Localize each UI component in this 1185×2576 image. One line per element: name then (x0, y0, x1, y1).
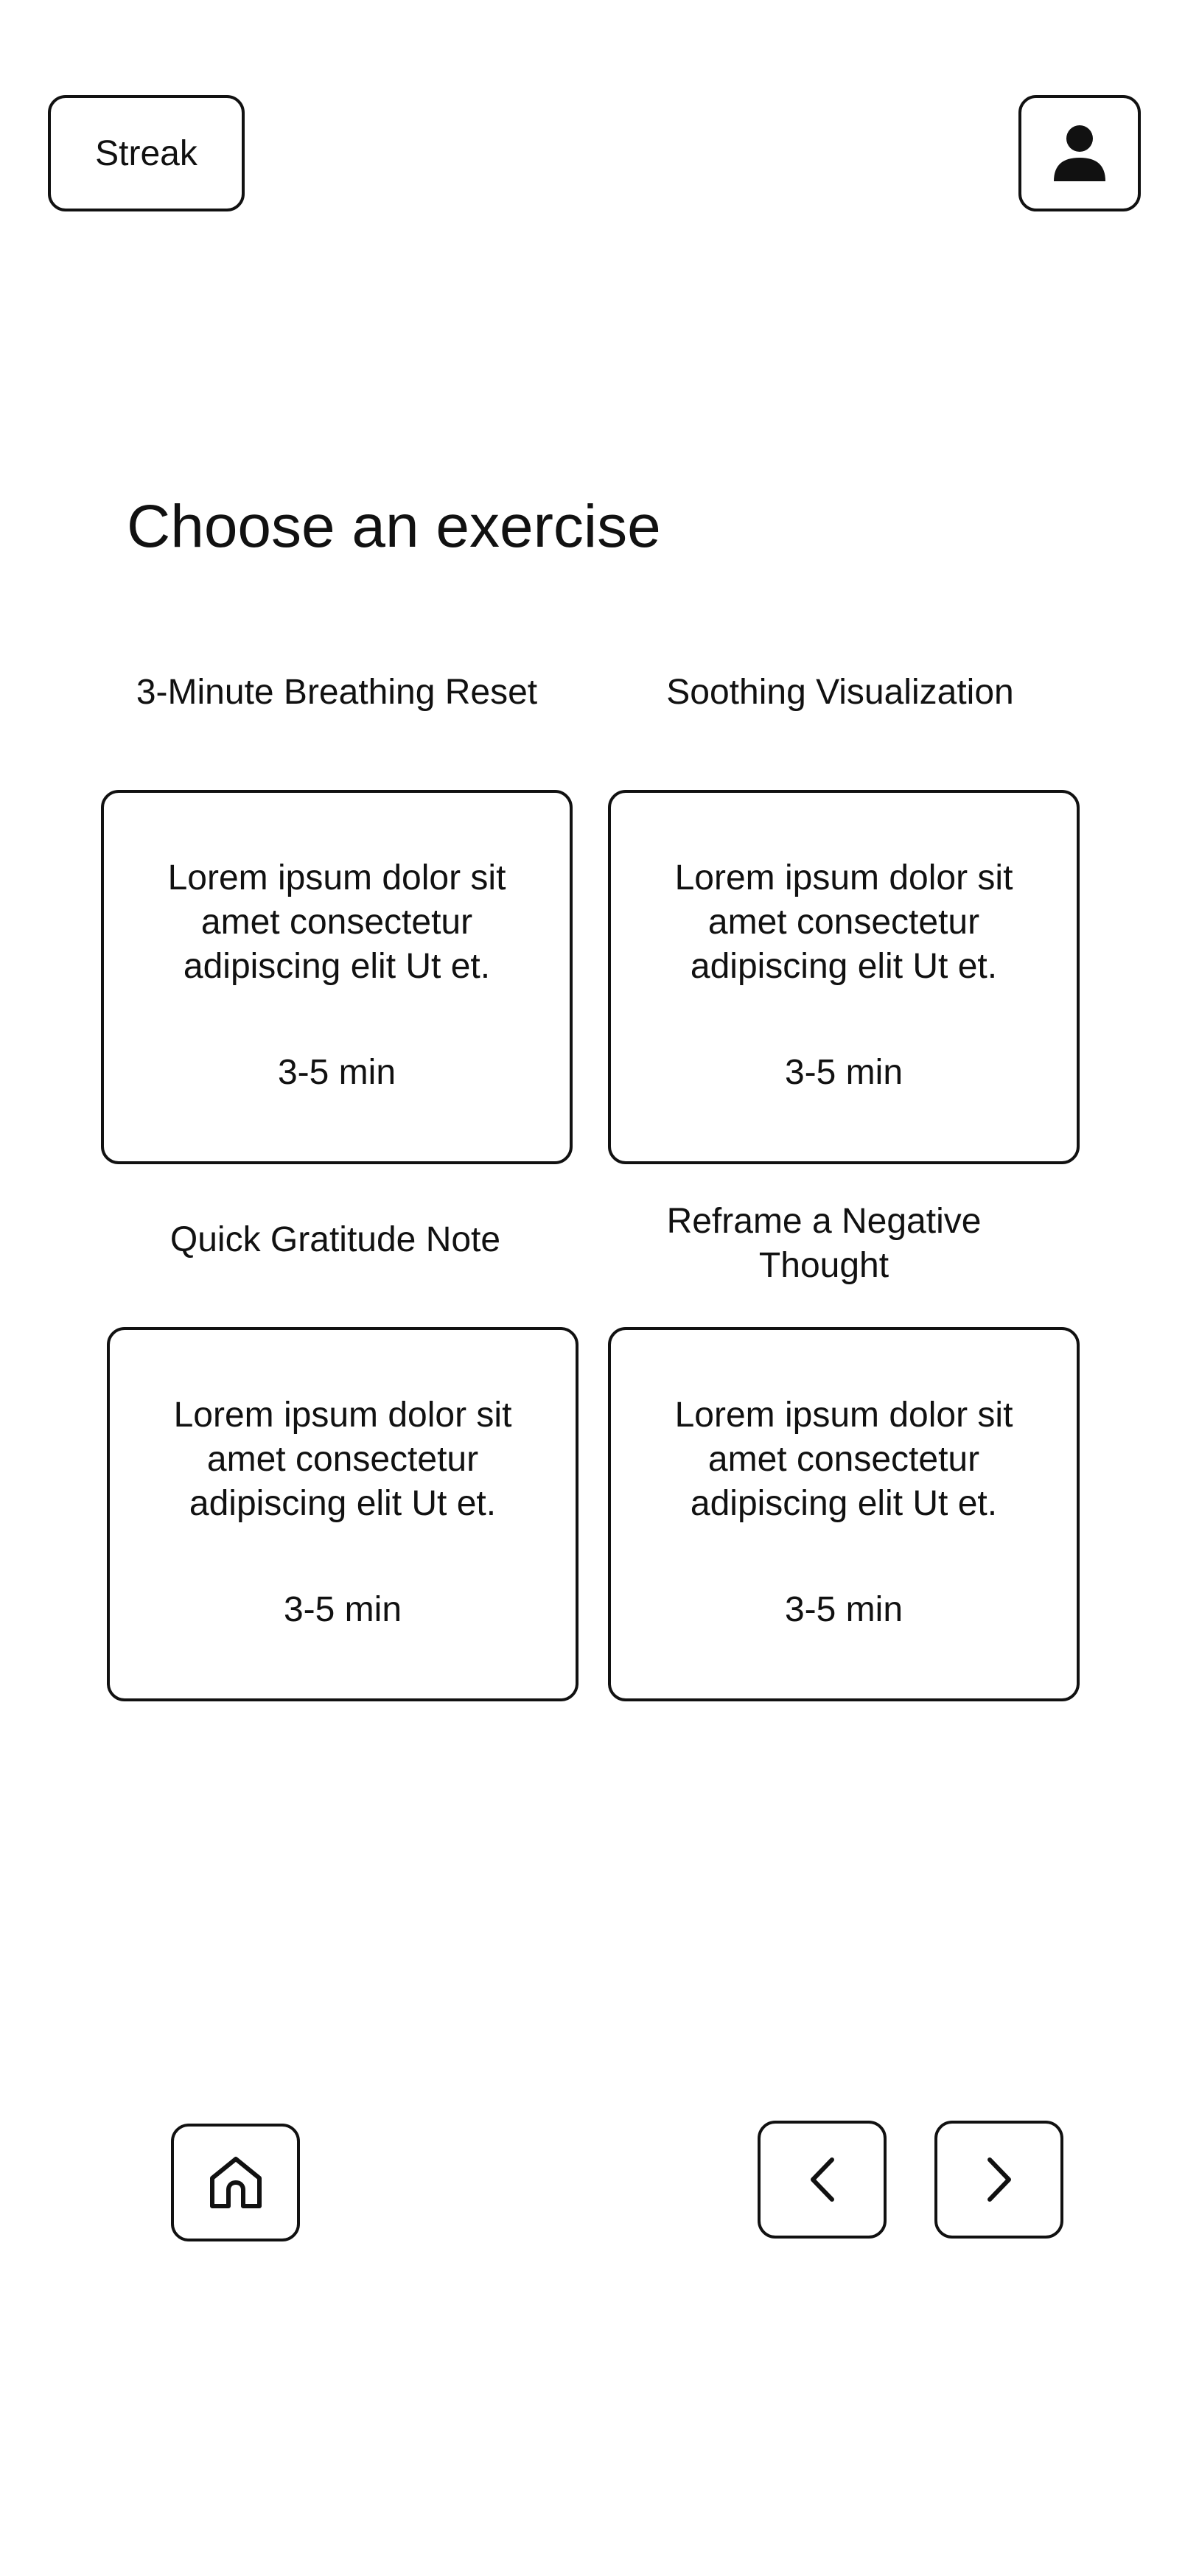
exercise-title-visualization: Soothing Visualization (666, 673, 1014, 712)
exercise-title-gratitude: Quick Gratitude Note (169, 1220, 501, 1259)
previous-button[interactable] (758, 2121, 887, 2239)
card-description: Lorem ipsum dolor sit amet consectetur adipiscing elit Ut et. (167, 858, 506, 986)
page-title: Choose an exercise (127, 493, 661, 560)
card-duration: 3-5 min (784, 1590, 903, 1629)
streak-button[interactable] (48, 95, 245, 211)
exercise-card-reframe[interactable] (608, 1327, 1080, 1701)
next-button[interactable] (934, 2121, 1063, 2239)
chevron-left-icon (804, 2154, 841, 2205)
streak-label: Streak (95, 133, 198, 173)
profile-button[interactable] (1018, 95, 1141, 211)
chevron-right-icon (981, 2154, 1018, 2205)
card-duration: 3-5 min (277, 1053, 396, 1092)
exercise-card-visualization[interactable] (608, 790, 1080, 1164)
exercise-card-gratitude[interactable] (107, 1327, 578, 1701)
home-icon (206, 2153, 265, 2212)
card-duration: 3-5 min (784, 1053, 903, 1092)
exercise-title-breathing: 3-Minute Breathing Reset (136, 673, 538, 712)
user-icon (1052, 124, 1107, 183)
home-button[interactable] (171, 2124, 300, 2241)
card-description: Lorem ipsum dolor sit amet consectetur adipiscing elit Ut et. (674, 858, 1013, 986)
card-duration: 3-5 min (283, 1590, 402, 1629)
card-description: Lorem ipsum dolor sit amet consectetur adipiscing elit Ut et. (674, 1396, 1013, 1523)
card-description: Lorem ipsum dolor sit amet consectetur adipiscing elit Ut et. (173, 1396, 512, 1523)
exercise-card-breathing[interactable] (101, 790, 573, 1164)
exercise-title-reframe: Reframe a Negative Thought (666, 1202, 982, 1285)
